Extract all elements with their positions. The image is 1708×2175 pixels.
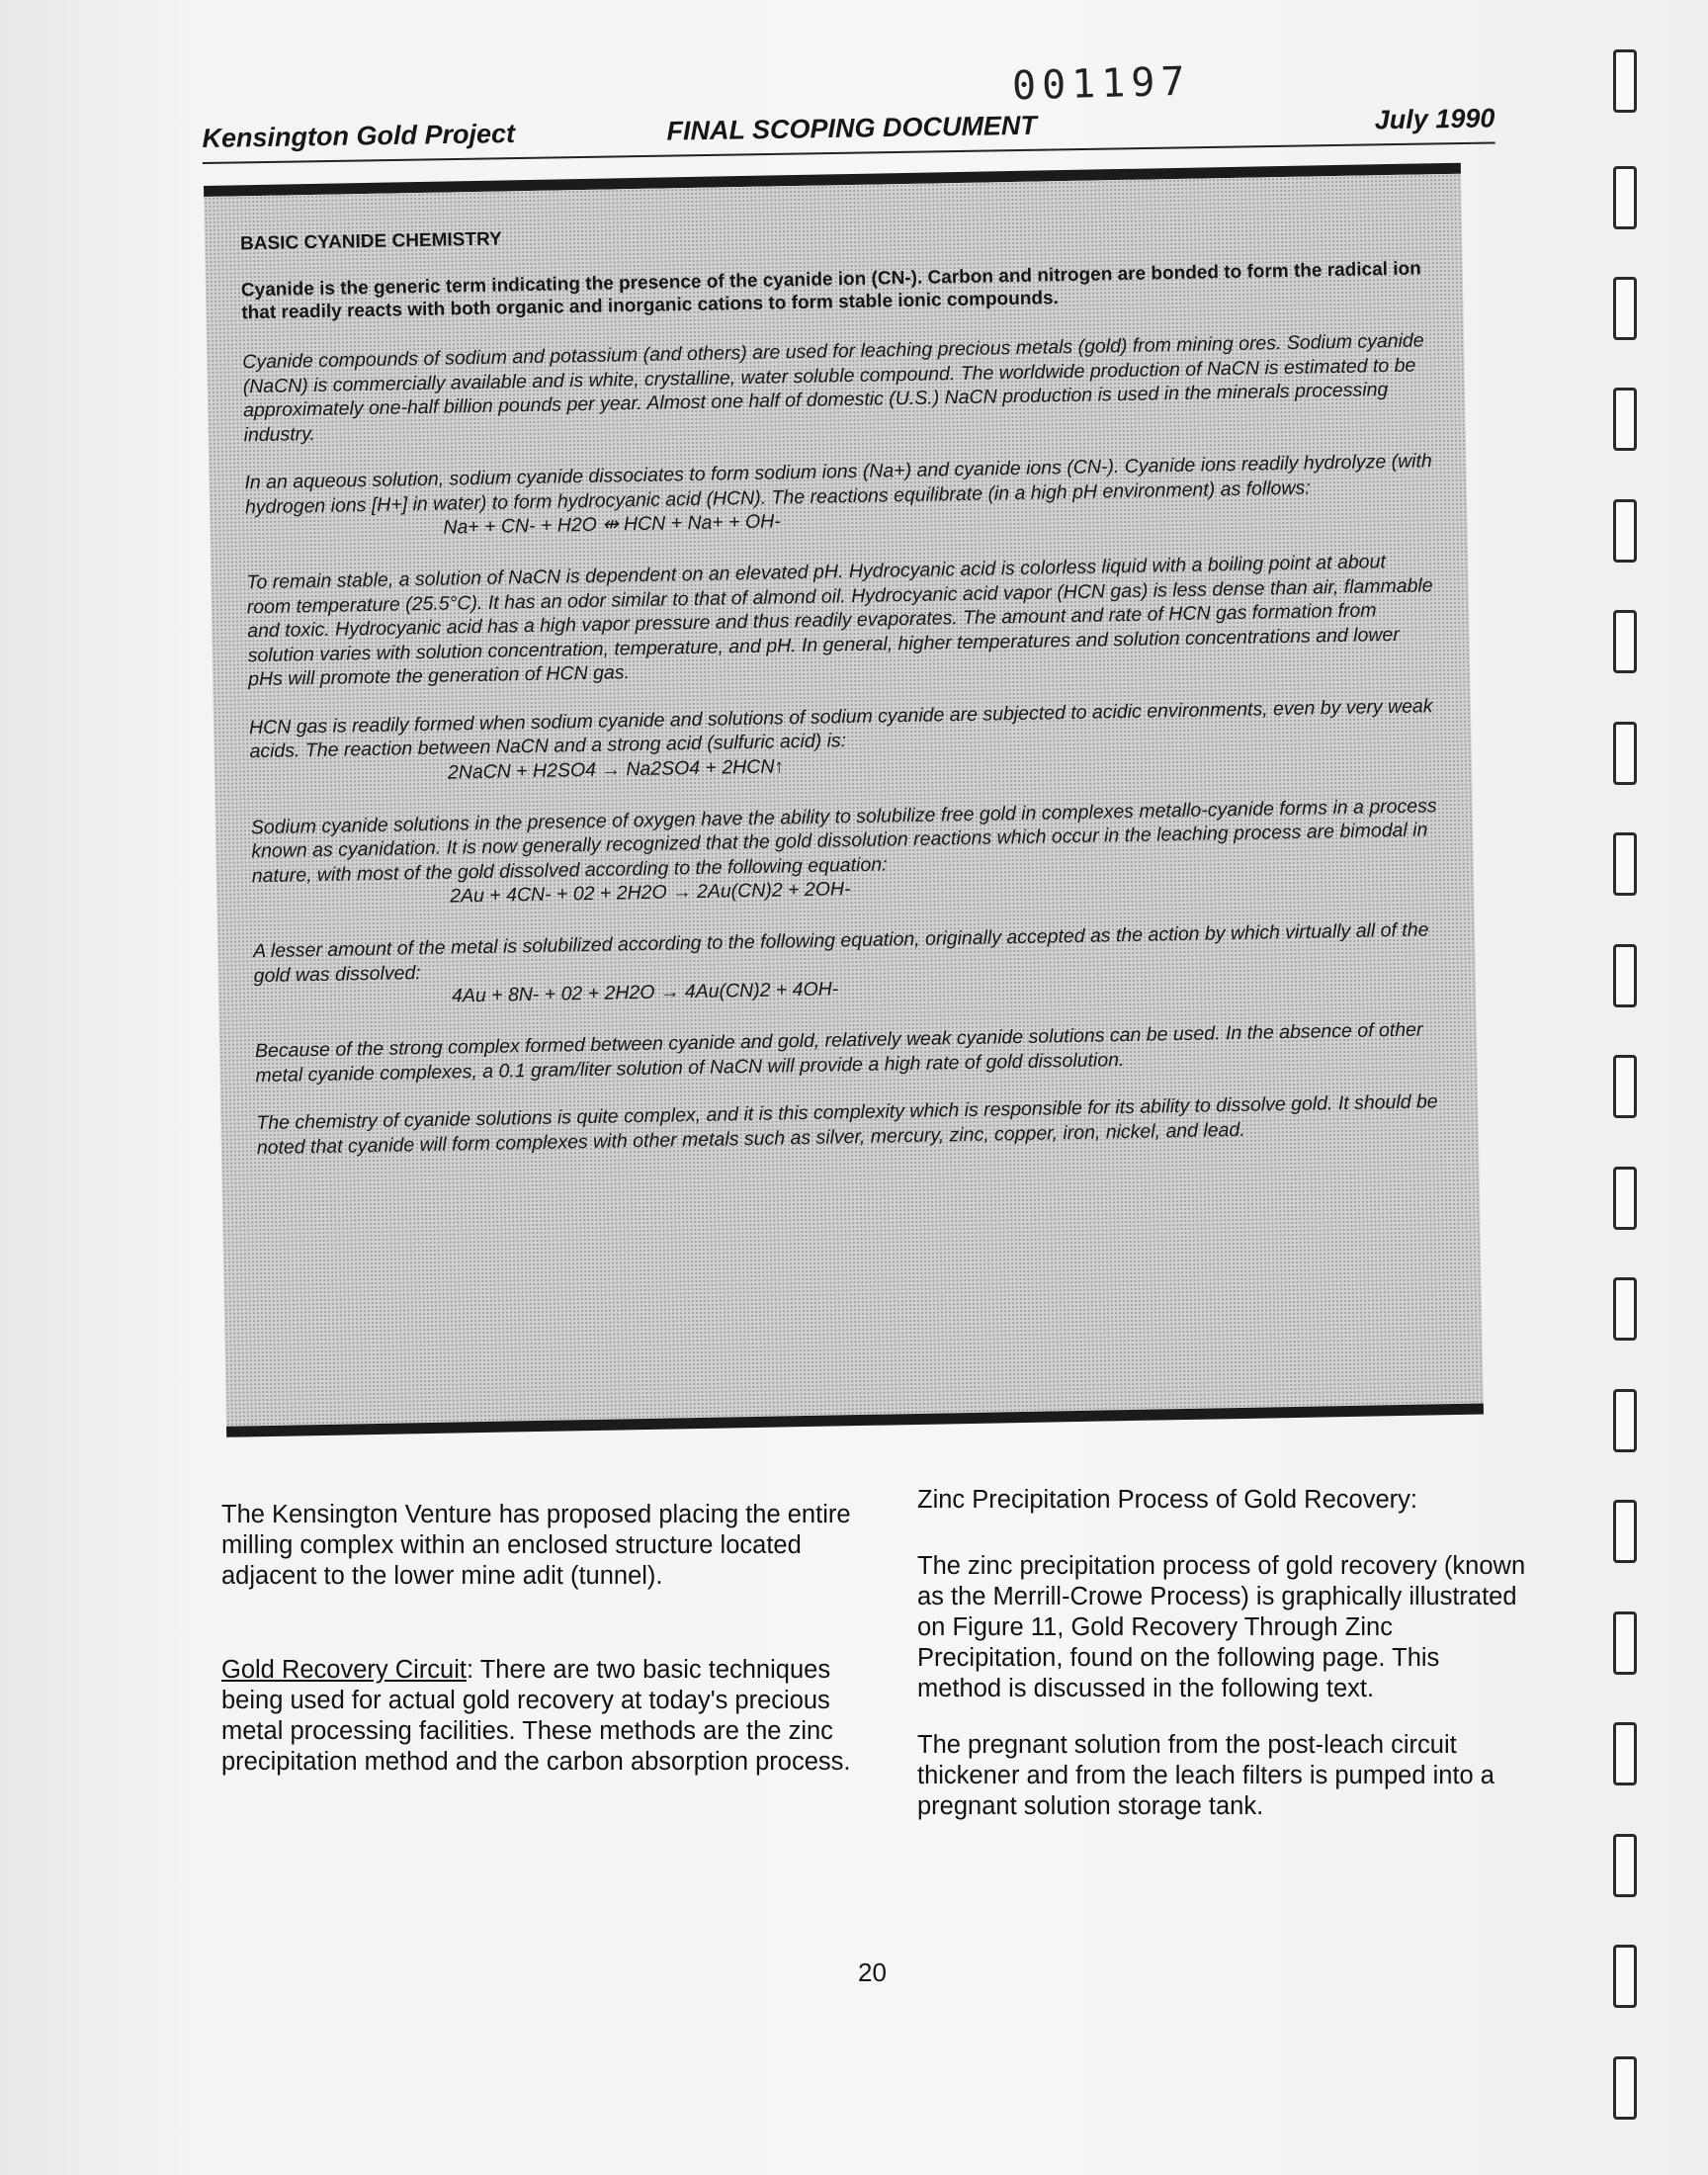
header-document-type: FINAL SCOPING DOCUMENT xyxy=(666,110,1038,146)
box-paragraph: Because of the strong complex formed between cyanide and gold, relatively weak cyanide solutions can be used. In the absence of other metal cyanide complexes, a 0.1 gram/liter solution of NaCN will provide a high rate of gold dissolution. xyxy=(254,1018,1423,1087)
binding-hole xyxy=(1613,1055,1637,1118)
binding-hole xyxy=(1613,1389,1637,1452)
binding-hole xyxy=(1613,944,1637,1007)
section-text: : There are two basic techniques being used for actual gold recovery at today's precious metal processing facilities. These methods are the zinc precipitation method and the carbon absorption process. xyxy=(221,1656,851,1776)
binding-hole xyxy=(1613,1834,1637,1897)
box-paragraph: HCN gas is readily formed when sodium cyanide and solutions of sodium cyanide are subjected to acidic environments, even by very weak acids. The reaction between NaCN and a strong acid (sulfuric acid) is: xyxy=(248,694,1433,763)
binding-hole xyxy=(1613,388,1637,451)
body-paragraph xyxy=(221,1655,854,1778)
binding-hole xyxy=(1613,166,1637,229)
page-header xyxy=(202,86,1495,164)
box-paragraph: Sodium cyanide solutions in the presence of oxygen have the ability to solubilize free gold in complexes metallo-cyanide forms in a process known as cyanidation. It is now generally recognized that the gold dissolution reactions which occur in the leaching process are bimodal in nature, with most of the gold dissolved according to the following equation: xyxy=(250,794,1437,887)
body-paragraph: The zinc precipitation process of gold recovery (known as the Merrill-Crowe Process) is graphically illustrated on Figure 11, Gold Recovery Through Zinc Precipitation, found on the following page. This method is discussed in the following text. xyxy=(917,1552,1526,1702)
binding-hole xyxy=(1613,1611,1637,1675)
box-paragraph: The chemistry of cyanide solutions is quite complex, and it is this complexity which is responsible for its ability to dissolve gold. It should be noted that cyanide will form complexes with other metals such as silver, mercury, zinc, copper, iron, nickel, and lead. xyxy=(256,1090,1438,1159)
equation: 2NaCN + H2SO4 → Na2SO4 + 2HCN↑ xyxy=(447,754,785,784)
box-paragraph: A lesser amount of the metal is solubilized according to the following equation, originally accepted as the action by which virtually all of the gold was dissolved: xyxy=(252,918,1429,987)
header-project: Kensington Gold Project xyxy=(202,119,516,153)
box-body xyxy=(204,174,1484,1427)
right-column xyxy=(917,1485,1530,1822)
left-column xyxy=(221,1500,854,1778)
binding-hole xyxy=(1613,832,1637,896)
section-heading: Gold Recovery Circuit xyxy=(221,1656,467,1684)
equation: 4Au + 8N- + 02 + 2H2O → 4Au(CN)2 + 4OH- xyxy=(451,978,839,1007)
binding-hole xyxy=(1613,1277,1637,1341)
box-paragraph: Cyanide compounds of sodium and potassium (and others) are used for leaching precious metals (gold) from mining ores. Sodium cyanide (NaCN) is commercially available and is white, crystalline, water soluble compound. The worldwide production of NaCN is estimated to be approximately one-half billion pounds per year. Almost one half of domestic (U.S.) NaCN production is used in the minerals processing industry. xyxy=(242,329,1424,446)
box-paragraph: To remain stable, a solution of NaCN is dependent on an elevated pH. Hydrocyanic acid is colorless liquid with a boiling point at about room temperature (25.5°C). It has an odor similar to that of almond oil. Hydrocyanic acid vapor (HCN gas) is less dense than air, flammable and toxic. Hydrocyanic acid has a high vapor pressure and thus readily evaporates. The amount and rate of HCN gas formation from solution varies with solution concentration, temperature, and pH. In general, higher temperatures and solution concentrations and lower pHs will promote the generation of HCN gas. xyxy=(246,551,1433,691)
box-paragraph: In an aqueous solution, sodium cyanide dissociates to form sodium ions (Na+) and cyanide ions (CN-). Cyanide ions readily hydrolyze (with hydrogen ions [H+] in water) to form hydrocyanic acid (HCN). The reactions equilibrate (in a high pH environment) as follows: xyxy=(244,450,1432,518)
binding-hole xyxy=(1613,1167,1637,1230)
equation: 2Au + 4CN- + 02 + 2H2O → 2Au(CN)2 + 2OH- xyxy=(450,878,851,908)
binding-hole xyxy=(1613,722,1637,785)
binding-hole xyxy=(1613,1500,1637,1563)
binding-hole xyxy=(1613,610,1637,673)
page-number: 20 xyxy=(858,1958,887,1987)
body-paragraph: The Kensington Venture has proposed placing the entire milling complex within an enclosed structure located adjacent to the lower mine adit (tunnel). xyxy=(221,1501,851,1590)
binding-hole xyxy=(1613,1722,1637,1785)
body-paragraph: The pregnant solution from the post-leach circuit thickener and from the leach filters is pumped into a pregnant solution storage tank. xyxy=(917,1731,1494,1820)
binding-hole xyxy=(1613,499,1637,563)
box-intro: Cyanide is the generic term indicating the presence of the cyanide ion (CN-). Carbon and nitrogen are bonded to form the radical ion that readily reacts with both organic and inorganic cations to form stable ionic compounds. xyxy=(240,258,1421,324)
binding-holes xyxy=(1613,49,1653,2135)
binding-hole xyxy=(1613,49,1637,113)
equation: Na+ + CN- + H2O ⇹ HCN + Na+ + OH- xyxy=(443,510,781,539)
cyanide-chemistry-box xyxy=(204,163,1484,1437)
section-heading: Zinc Precipitation Process of Gold Recovery: xyxy=(917,1486,1417,1514)
binding-hole xyxy=(1613,277,1637,340)
header-date: July 1990 xyxy=(1374,103,1495,135)
binding-hole xyxy=(1613,2056,1637,2120)
bates-stamp: 001197 xyxy=(1011,58,1192,110)
binding-hole xyxy=(1613,1945,1637,2008)
box-title: BASIC CYANIDE CHEMISTRY xyxy=(239,228,502,255)
